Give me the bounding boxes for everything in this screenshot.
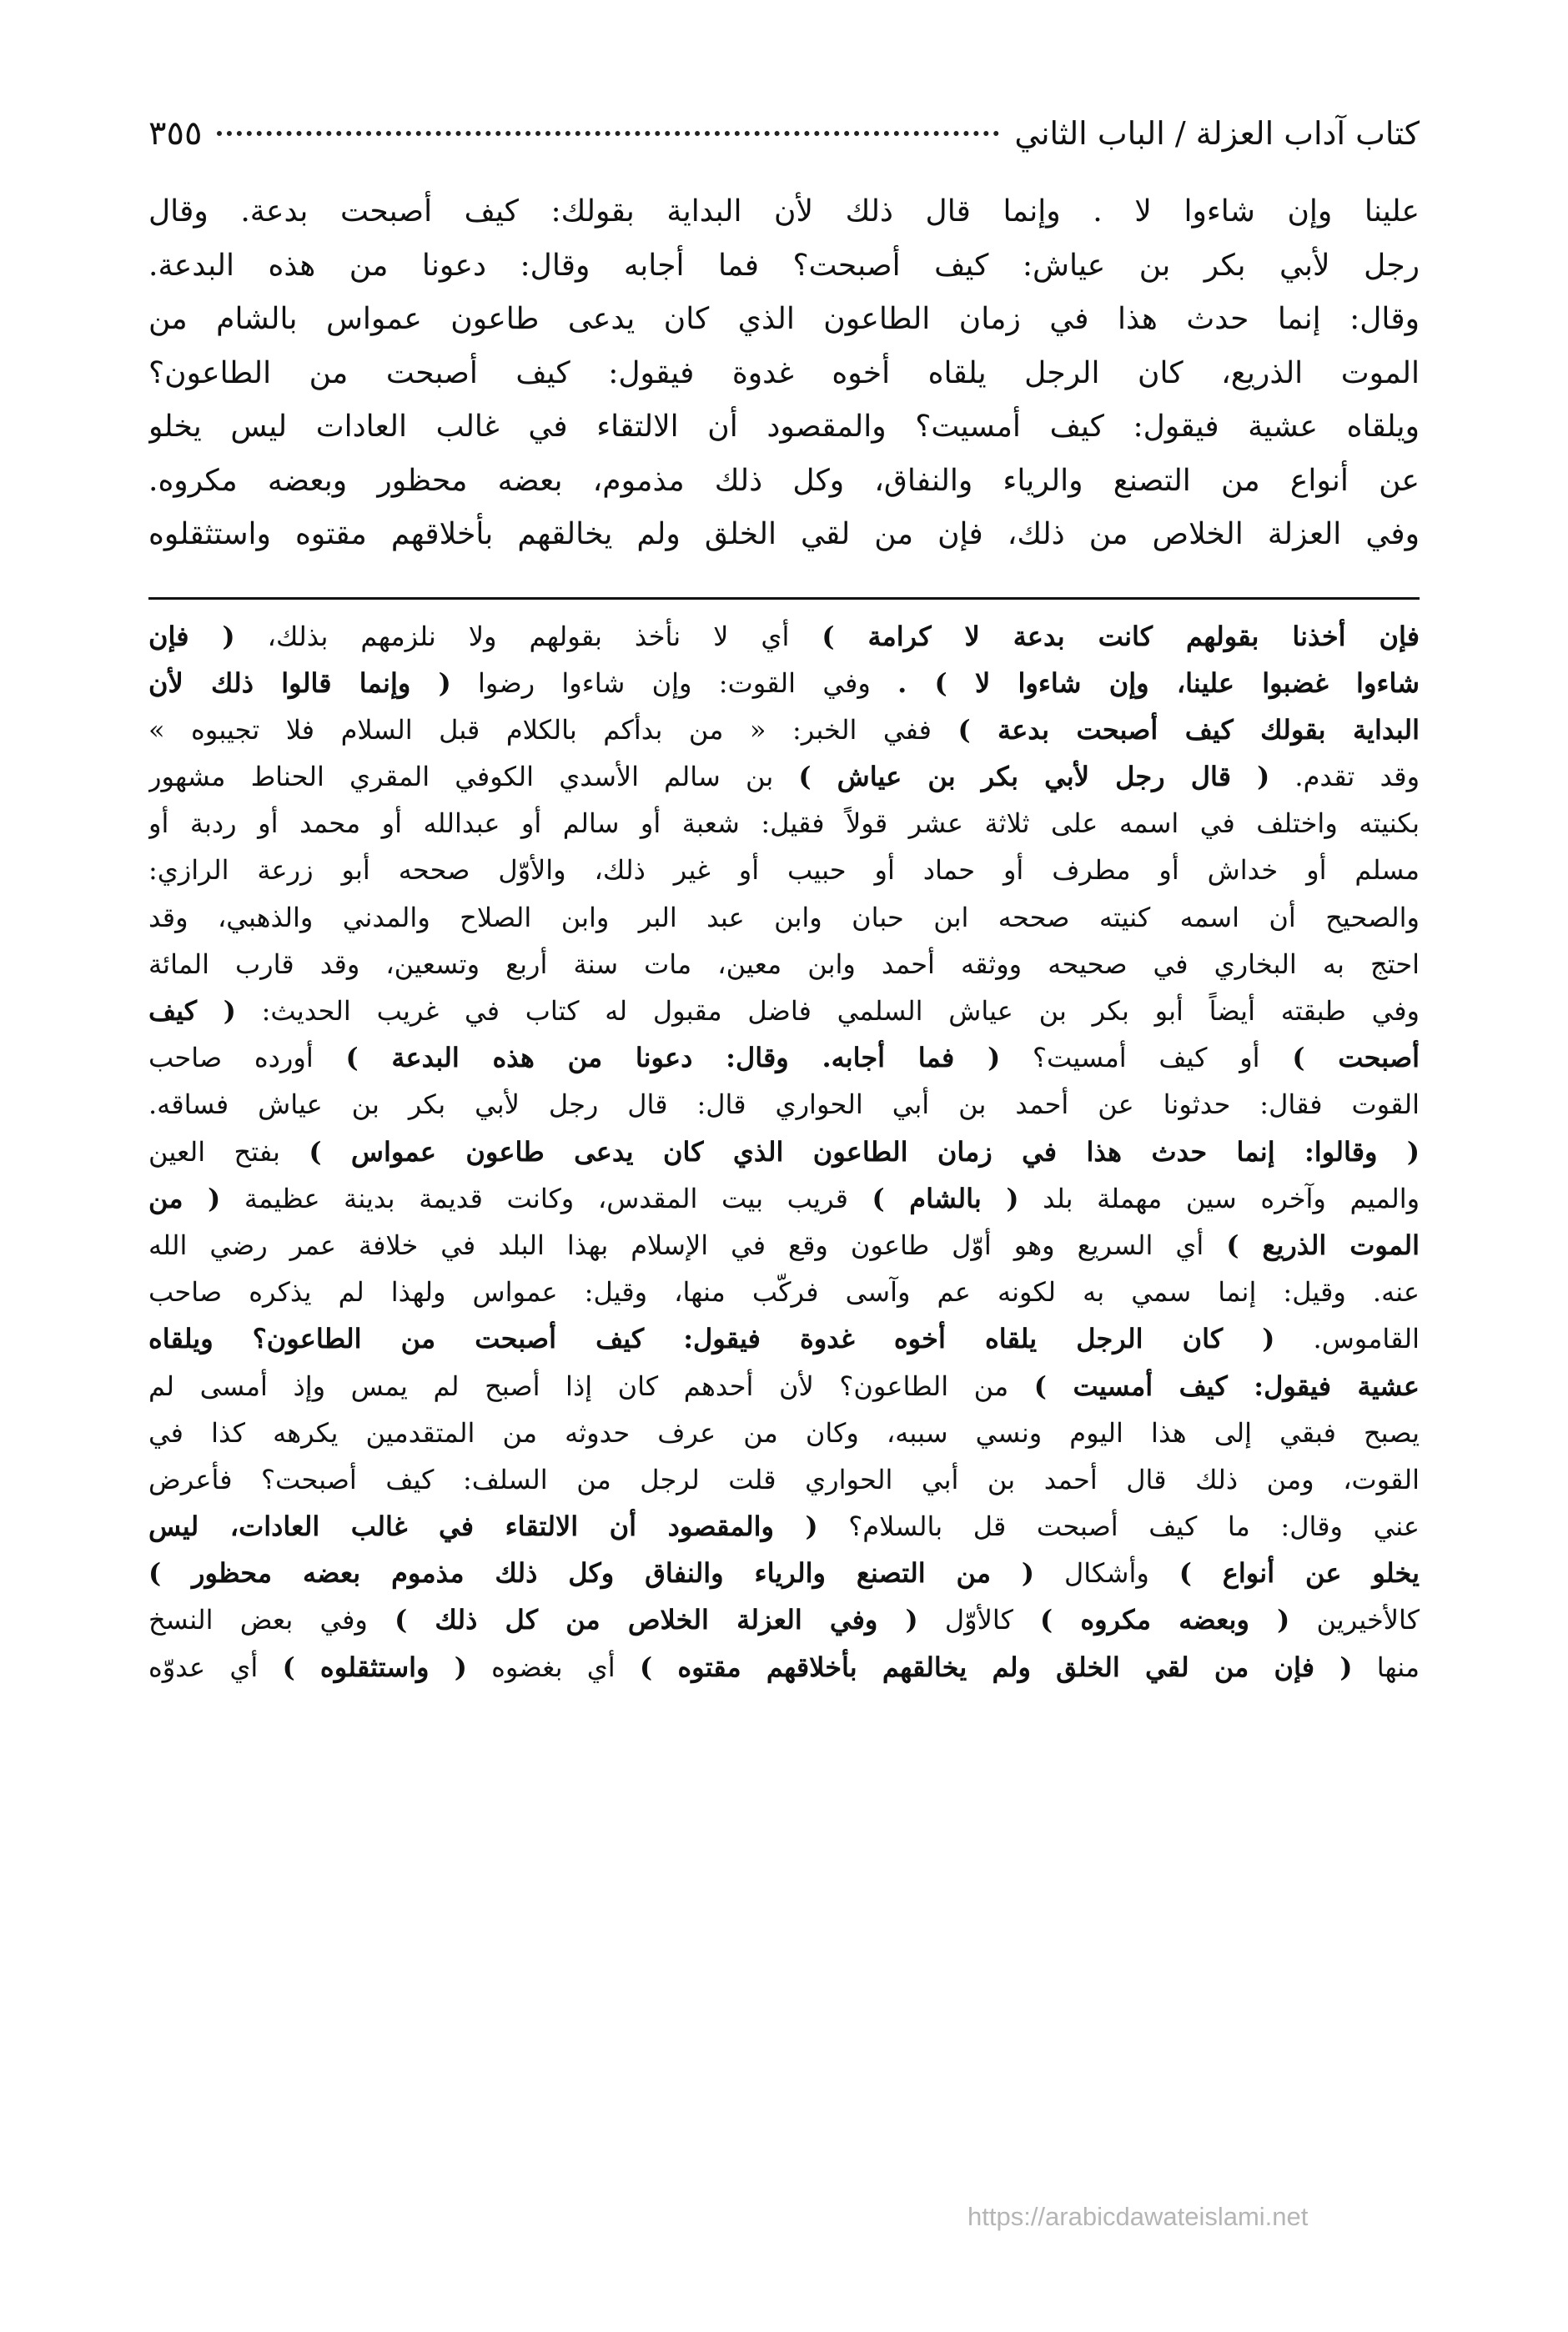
commentary-line — [148, 894, 1420, 941]
commentary-segment: أي السريع وهو أوّل طاعون وقع في الإسلام بهذا البلد في خلافة عمر رضي الله — [148, 1229, 1227, 1261]
commentary-segment: منها — [1352, 1651, 1420, 1683]
quoted-matn-text: الموت الذريع ) — [1226, 1229, 1420, 1261]
commentary-line — [148, 660, 1420, 706]
quoted-matn-text: ( من التصنع والرياء والنفاق وكل ذلك مذموم بعضه محظور ) — [148, 1557, 1035, 1590]
commentary-segment: القوت فقال: حدثونا عن أحمد بن أبي الحواري قال: قال رجل لأبي بكر بن عياش فساقه. — [148, 1088, 1420, 1121]
quoted-matn-text: ( كيف — [148, 995, 236, 1027]
commentary-segment: كالأوّل — [917, 1604, 1041, 1636]
commentary-segment: القاموس. — [1274, 1323, 1420, 1355]
quoted-matn-text: يخلو عن أنواع ) — [1179, 1557, 1420, 1590]
quoted-matn-text: ( وبعضه مكروه ) — [1040, 1604, 1290, 1636]
commentary-segment: وأشكال — [1034, 1557, 1179, 1590]
watermark: https://arabicdawateislami.net — [967, 2202, 1309, 2231]
commentary-segment: ففي الخبر: « من بدأكم بالكلام قبل السلام فلا تجيبوه » — [148, 713, 958, 746]
main-text-line: رجل لأبي بكر بن عياش: كيف أصبحت؟ فما أجابه وقال: دعونا من هذه البدعة. — [148, 248, 1420, 283]
quoted-matn-text: ( وفي العزلة الخلاص من كل ذلك ) — [395, 1604, 918, 1636]
quoted-matn-text: ( فما أجابه. وقال: دعونا من هذه البدعة ) — [345, 1042, 1001, 1074]
commentary-segment: مسلم أو خداش أو مطرف أو حماد أو حبيب أو غير ذلك، والأوّل صححه أبو زرعة الرازي: — [148, 854, 1420, 887]
quoted-matn-text: عشية فيقول: كيف أمسيت ) — [1033, 1370, 1420, 1402]
commentary-segment: عنه. وقيل: إنما سمي به لكونه عم وآسى فركّب منها، وقيل: عمواس ولهذا لم يذكره صاحب — [148, 1276, 1420, 1309]
commentary-line — [148, 706, 1420, 753]
main-text-line: ويلقاه عشية فيقول: كيف أمسيت؟ والمقصود أن الالتقاء في غالب العادات ليس يخلو — [148, 410, 1420, 444]
dotted-leader — [217, 131, 999, 136]
commentary-line — [148, 1269, 1420, 1315]
commentary-segment: احتج به البخاري في صحيحه ووثقه أحمد وابن معين، مات سنة أربع وتسعين، وقد قارب المائة — [148, 947, 1420, 980]
page-number: ٣٥٥ — [148, 114, 203, 153]
commentary-line — [148, 800, 1420, 847]
running-title: كتاب آداب العزلة / الباب الثاني — [1014, 115, 1420, 152]
commentary-segment: أي لا نأخذ بقولهم ولا نلزمهم بذلك، — [234, 620, 822, 652]
commentary-line — [148, 753, 1420, 800]
commentary-line — [148, 1363, 1420, 1410]
commentary-line — [148, 988, 1420, 1034]
commentary-line — [148, 1550, 1420, 1596]
commentary-segment: وفي القوت: وإن شاءوا رضوا — [450, 666, 898, 699]
commentary-segment: بفتح العين — [148, 1135, 309, 1168]
commentary-segment: وقد تقدم. — [1269, 761, 1420, 793]
commentary-line — [148, 1644, 1420, 1691]
main-text-line: وفي العزلة الخلاص من ذلك، فإن من لقي الخلق ولم يخالقهم بأخلاقهم مقتوه واستثقلوه — [148, 517, 1420, 551]
main-text — [148, 185, 1420, 562]
quoted-matn-text: ( من — [148, 1182, 221, 1214]
commentary-segment: كالأخيرين — [1289, 1604, 1420, 1636]
quoted-matn-text: فإن أخذنا بقولهم كانت بدعة لا كرامة ) — [822, 620, 1420, 652]
commentary-line — [148, 1034, 1420, 1081]
commentary-segment: بكنيته واختلف في اسمه على ثلاثة عشر قولاً فقيل: شعبة أو سالم أو عبدالله أو محمد أو ردبة أو — [148, 807, 1420, 840]
quoted-matn-text: البداية بقولك كيف أصبحت بدعة ) — [957, 713, 1420, 746]
commentary-line — [148, 1128, 1420, 1175]
commentary-line — [148, 1410, 1420, 1456]
footnote-divider — [148, 597, 1420, 600]
commentary-line — [148, 1315, 1420, 1362]
quoted-matn-text: شاءوا غضبوا علينا، وإن شاءوا لا ) . — [897, 666, 1420, 699]
commentary-text — [148, 613, 1420, 1691]
page-header — [148, 108, 1420, 158]
quoted-matn-text: ( فإن — [148, 620, 235, 652]
commentary-segment: والميم وآخره سين مهملة بلد — [1018, 1182, 1420, 1214]
commentary-segment: قريب بيت المقدس، وكانت قديمة بدينة عظيمة — [220, 1182, 872, 1214]
quoted-matn-text: ( قال رجل لأبي بكر بن عياش ) — [798, 761, 1270, 793]
commentary-line — [148, 1596, 1420, 1643]
commentary-segment: عني وقال: ما كيف أصبحت قل بالسلام؟ — [817, 1510, 1420, 1543]
commentary-segment: وفي طبقته أيضاً أبو بكر بن عياش السلمي فاضل مقبول له كتاب في غريب الحديث: — [235, 995, 1420, 1027]
commentary-line — [148, 847, 1420, 893]
commentary-segment: بن سالم الأسدي الكوفي المقري الحناط مشهور — [148, 761, 799, 793]
commentary-line — [148, 1456, 1420, 1503]
quoted-matn-text: ( وقالوا: إنما حدث هذا في زمان الطاعون الذي كان يدعى طاعون عمواس ) — [309, 1135, 1420, 1168]
quoted-matn-text: ( وإنما قالوا ذلك لأن — [148, 666, 451, 699]
commentary-line — [148, 1222, 1420, 1269]
commentary-segment: من الطاعون؟ لأن أحدهم كان إذا أصبح لم يمس وإذ أمسى لم — [148, 1370, 1034, 1402]
commentary-segment: أورده صاحب — [148, 1042, 346, 1074]
quoted-matn-text: ( والمقصود أن الالتقاء في غالب العادات، ليس — [148, 1510, 818, 1543]
main-text-line: عن أنواع من التصنع والرياء والنفاق، وكل ذلك مذموم، بعضه محظور وبعضه مكروه. — [148, 463, 1420, 498]
quoted-matn-text: أصبحت ) — [1292, 1042, 1420, 1074]
commentary-line — [148, 1175, 1420, 1222]
commentary-segment: يصبح فبقي إلى هذا اليوم ونسي سببه، وكان من عرف حدوثه من المتقدمين يكرهه كذا في — [148, 1416, 1420, 1449]
commentary-segment: والصحيح أن اسمه كنيته صححه ابن حبان وابن عبد البر وابن الصلاح والمدني والذهبي، وقد — [148, 901, 1420, 933]
commentary-line — [148, 1081, 1420, 1128]
quoted-matn-text: ( كان الرجل يلقاه أخوه غدوة فيقول: كيف أصبحت من الطاعون؟ ويلقاه — [148, 1323, 1275, 1355]
main-text-line: الموت الذريع، كان الرجل يلقاه أخوه غدوة فيقول: كيف أصبحت من الطاعون؟ — [148, 355, 1420, 390]
quoted-matn-text: ( بالشام ) — [872, 1182, 1019, 1214]
main-text-line: وقال: إنما حدث هذا في زمان الطاعون الذي كان يدعى طاعون عمواس بالشام من — [148, 302, 1420, 336]
commentary-line — [148, 941, 1420, 988]
commentary-line — [148, 1503, 1420, 1550]
main-text-line: علينا وإن شاءوا لا . وإنما قال ذلك لأن البداية بقولك: كيف أصبحت بدعة. وقال — [148, 194, 1420, 229]
quoted-matn-text: ( واستثقلوه ) — [282, 1651, 467, 1683]
commentary-segment: أي بغضوه — [466, 1651, 640, 1683]
commentary-segment: أو كيف أمسيت؟ — [1000, 1042, 1293, 1074]
commentary-segment: وفي بعض النسخ — [148, 1604, 395, 1636]
commentary-segment: أي عدوّه — [148, 1651, 283, 1683]
commentary-line — [148, 613, 1420, 660]
quoted-matn-text: ( فإن من لقي الخلق ولم يخالقهم بأخلاقهم مقتوه ) — [639, 1651, 1353, 1683]
commentary-segment: القوت، ومن ذلك قال أحمد بن أبي الحواري قلت لرجل من السلف: كيف أصبحت؟ فأعرض — [148, 1463, 1420, 1495]
